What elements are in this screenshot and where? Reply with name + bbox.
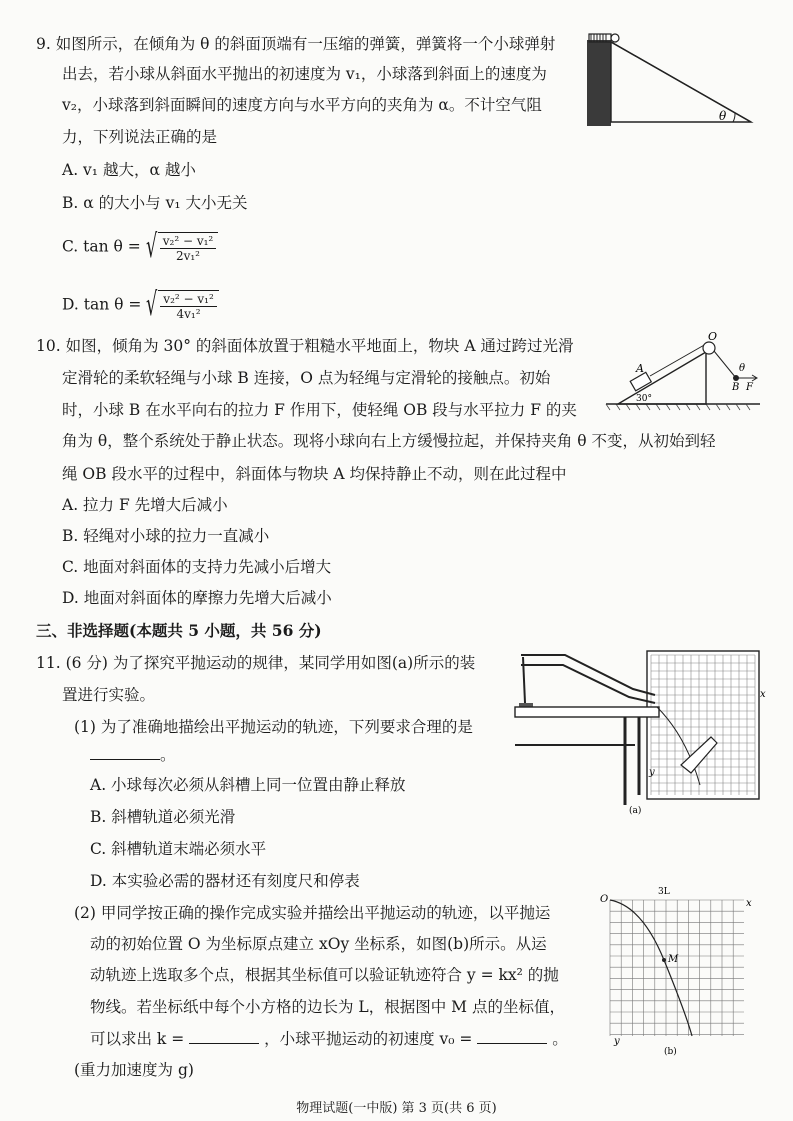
q9-option-d-prefix: D. tan θ = bbox=[62, 295, 142, 314]
q11-option-a: A. 小球每次必须从斜槽上同一位置由静止释放 bbox=[90, 776, 406, 794]
q10-wedge bbox=[618, 352, 706, 404]
q10-rope-ob bbox=[714, 351, 736, 378]
q11-v0-label: ，小球平抛运动的初速度 v₀ = bbox=[264, 1030, 473, 1048]
q11-option-b: B. 斜槽轨道必须光滑 bbox=[90, 808, 236, 826]
q11-figure-b bbox=[598, 886, 758, 1058]
q9-option-b: B. α 的大小与 v₁ 大小无关 bbox=[62, 194, 248, 212]
section-3-heading: 三、非选择题(本题共 5 小题，共 56 分) bbox=[36, 621, 322, 640]
q11-b-3l-label: 3L bbox=[658, 887, 670, 897]
q10-line-3: 时，小球 B 在水平向右的拉力 F 作用下，使轻绳 OB 段与水平拉力 F 的夹 bbox=[62, 401, 577, 419]
q9-wall bbox=[587, 40, 611, 126]
q11-option-c: C. 斜槽轨道末端必须水平 bbox=[90, 840, 267, 858]
q9-slope bbox=[611, 42, 751, 122]
q9-line-1: 9. 如图所示，在倾角为 θ 的斜面顶端有一压缩的弹簧，弹簧将一个小球弹射 bbox=[36, 35, 556, 53]
q10-line-1: 10. 如图，倾角为 30° 的斜面体放置于粗糙水平地面上，物块 A 通过跨过光滑 bbox=[36, 337, 574, 355]
q11-option-d: D. 本实验必需的器材还有刻度尺和停表 bbox=[90, 872, 360, 890]
q11-part-1-period: 。 bbox=[160, 746, 176, 764]
q9-d-numerator: v₂² − v₁² bbox=[160, 292, 216, 307]
q11-b-grid bbox=[610, 900, 744, 1036]
q11-b-y-label: y bbox=[614, 1036, 620, 1047]
q10-rope-a bbox=[650, 344, 706, 376]
q11-part-1-answer bbox=[90, 744, 176, 766]
q10-line-5: 绳 OB 段水平的过程中，斜面体与物块 A 均保持静止不动，则在此过程中 bbox=[62, 465, 567, 483]
q11-a-x-label: x bbox=[760, 689, 766, 700]
q9-option-d bbox=[62, 285, 219, 323]
q11-part-2-line-3: 动轨迹上选取多个点，根据其坐标值可以验证轨迹符合 y = kx² 的抛 bbox=[90, 966, 559, 984]
q11-part-2-line-5 bbox=[90, 1028, 568, 1050]
q9-line-4: 力，下列说法正确的是 bbox=[62, 128, 218, 146]
q9-option-c-prefix: C. tan θ = bbox=[62, 237, 141, 256]
q9-c-denominator: 2v₁² bbox=[175, 249, 200, 263]
q11-part-2-period: 。 bbox=[552, 1030, 568, 1048]
q11-b-caption: (b) bbox=[664, 1047, 677, 1057]
q11-stand bbox=[523, 657, 525, 703]
q9-option-a: A. v₁ 越大，α 越小 bbox=[62, 161, 196, 179]
q11-b-trajectory bbox=[610, 900, 692, 1036]
q11-board bbox=[647, 651, 759, 799]
q10-option-d: D. 地面对斜面体的摩擦力先增大后减小 bbox=[62, 589, 332, 607]
q10-label-b: B bbox=[732, 382, 740, 393]
q11-table-legs bbox=[625, 717, 639, 805]
q10-label-theta: θ bbox=[739, 363, 746, 374]
q11-b-o-label: O bbox=[600, 894, 609, 905]
q11-chute-top bbox=[521, 655, 655, 695]
q11-k-label: 可以求出 k = bbox=[90, 1030, 185, 1048]
q11-a-caption: (a) bbox=[629, 806, 642, 816]
q10-option-b: B. 轻绳对小球的拉力一直减小 bbox=[62, 527, 270, 545]
sqrt-sign-c: √ $\frac{\text{v₂² − v₁²}}{\text{2v₁²}}$ bbox=[146, 232, 218, 263]
q9-incline-figure bbox=[585, 30, 755, 128]
q10-ground-hatch bbox=[606, 404, 750, 410]
q10-line-4: 角为 θ，整个系统处于静止状态。现将小球向右上方缓慢拉起，并保持夹角 θ 不变，从初始到轻 bbox=[62, 432, 716, 450]
q11-a-y-label: y bbox=[649, 767, 655, 778]
q11-part-2-line-6: (重力加速度为 g) bbox=[74, 1061, 194, 1079]
q10-pulley bbox=[703, 342, 715, 354]
q9-line-2: 出去，若小球从斜面水平抛出的初速度为 v₁，小球落到斜面上的速度为 bbox=[62, 65, 547, 83]
q10-line-2: 定滑轮的柔软轻绳与小球 B 连接，O 点为轻绳与定滑轮的接触点。初始 bbox=[62, 369, 551, 387]
q11-table-top bbox=[515, 707, 659, 717]
q11-b-x-label: x bbox=[746, 898, 752, 909]
q11-v0-blank[interactable] bbox=[477, 1028, 547, 1044]
q11-chute-bottom bbox=[521, 665, 655, 703]
q11-line-1: 11. (6 分) 为了探究平抛运动的规律，某同学用如图(a)所示的装 bbox=[36, 654, 476, 672]
q11-part-1: (1) 为了准确地描绘出平抛运动的轨迹，下列要求合理的是 bbox=[74, 718, 473, 736]
q11-b-m-label: M bbox=[668, 954, 679, 965]
page-footer: 物理试题(一中版) 第 3 页(共 6 页) bbox=[296, 1101, 497, 1116]
q10-block-a bbox=[630, 372, 651, 391]
q10-label-a: A bbox=[636, 362, 644, 375]
q9-angle-arc bbox=[733, 113, 735, 122]
q11-part-1-blank[interactable] bbox=[90, 744, 160, 760]
q9-ball bbox=[611, 34, 619, 42]
q9-option-c bbox=[62, 227, 218, 265]
q11-part-2-line-2: 动的初始位置 O 为坐标原点建立 xOy 坐标系，如图(b)所示。从运 bbox=[90, 935, 547, 953]
q11-line-2: 置进行实验。 bbox=[62, 686, 156, 704]
q10-label-f: F bbox=[746, 382, 753, 393]
q10-option-c: C. 地面对斜面体的支持力先减小后增大 bbox=[62, 558, 332, 576]
q10-option-a: A. 拉力 F 先增大后减小 bbox=[62, 496, 228, 514]
q11-figure-a bbox=[515, 645, 765, 817]
q10-label-30deg: 30° bbox=[636, 394, 652, 404]
q11-k-blank[interactable] bbox=[189, 1028, 259, 1044]
q9-d-denominator: 4v₁² bbox=[176, 307, 201, 321]
q10-label-o: O bbox=[708, 330, 718, 343]
q11-part-2-line-1: (2) 甲同学按正确的操作完成实验并描绘出平抛运动的轨迹，以平抛运 bbox=[74, 904, 551, 922]
q9-theta-label: θ bbox=[719, 109, 727, 123]
q9-line-3: v₂，小球落到斜面瞬间的速度方向与水平方向的夹角为 α。不计空气阻 bbox=[62, 96, 542, 114]
q11-part-2-line-4: 物线。若坐标纸中每个小方格的边长为 L，根据图中 M 点的坐标值， bbox=[90, 998, 565, 1016]
q11-b-point-m bbox=[662, 958, 666, 962]
q9-c-numerator: v₂² − v₁² bbox=[160, 234, 216, 249]
sqrt-sign-d: √ $\frac{\text{v₂² − v₁²}}{\text{4v₁²}}$ bbox=[146, 290, 218, 321]
q10-pulley-figure bbox=[596, 332, 762, 412]
